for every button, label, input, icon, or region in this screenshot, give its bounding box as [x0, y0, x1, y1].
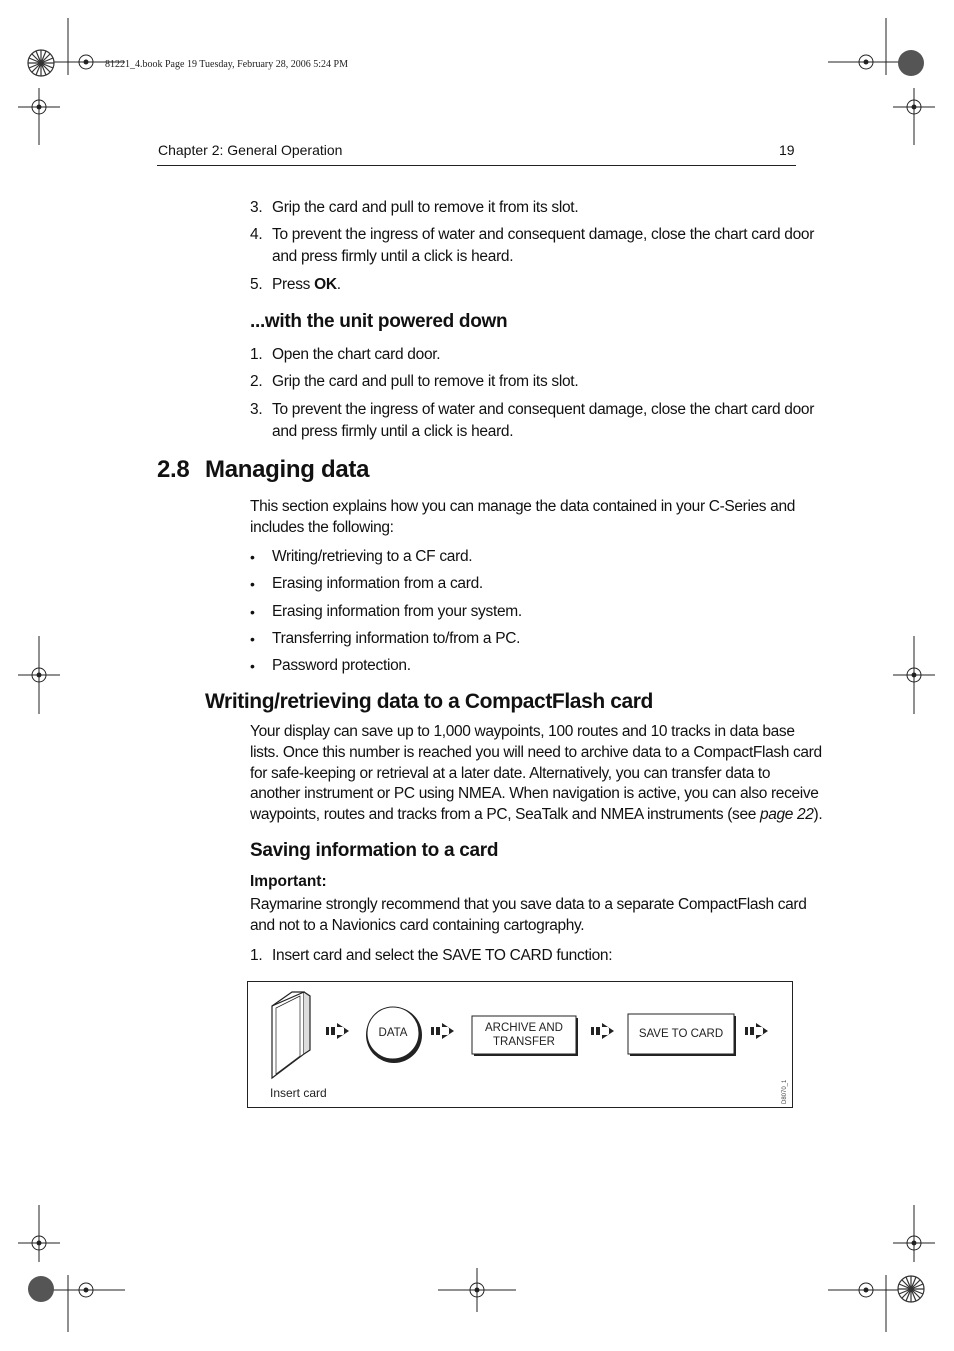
compactflash-card-icon: [272, 992, 310, 1078]
important-note: and not to a Navionics card containing cartography.: [250, 917, 585, 934]
step-text: To prevent the ingress of water and consequent damage, close the chart card door: [272, 401, 815, 418]
compactflash-paragraph: Your display can save up to 1,000 waypoints, 100 routes and 10 tracks in data base: [250, 723, 795, 740]
page-reference-link[interactable]: page 22: [759, 806, 814, 823]
section-title: Managing data: [205, 456, 370, 483]
list-item: Erasing information from a card.: [272, 575, 483, 592]
figure-id: D8070_1: [782, 1079, 788, 1104]
bullet-icon: •: [250, 549, 255, 565]
archive-transfer-button: ARCHIVE AND TRANSFER: [485, 1022, 563, 1048]
step-number: 1.: [250, 346, 263, 363]
bullet-icon: •: [250, 658, 255, 674]
step-text: and press firmly until a click is heard.: [272, 423, 514, 440]
step-text: Grip the card and pull to remove it from its slot.: [272, 199, 579, 216]
bullet-icon: •: [250, 631, 255, 647]
saving-heading: Saving information to a card: [250, 840, 499, 861]
intro-paragraph: This section explains how you can manage the data contained in your C-Series and: [250, 498, 795, 515]
list-item: Writing/retrieving to a CF card.: [272, 548, 473, 565]
compactflash-heading: Writing/retrieving data to a CompactFlash card: [205, 690, 653, 713]
step-text: Insert card and select the SAVE TO CARD function:: [272, 947, 613, 964]
step-number: 3.: [250, 401, 263, 418]
list-item: Erasing information from your system.: [272, 603, 522, 620]
compactflash-paragraph: waypoints, routes and tracks from a PC, SeaTalk and NMEA instruments (see page 22).: [250, 806, 823, 823]
important-label: Important:: [250, 873, 327, 890]
intro-paragraph: includes the following:: [250, 519, 394, 536]
subheading-powered-down: ...with the unit powered down: [250, 311, 508, 332]
save-to-card-button: SAVE TO CARD: [638, 1028, 724, 1040]
step-number: 4.: [250, 226, 263, 243]
header-divider: [157, 165, 796, 166]
ok-key: OK: [314, 276, 337, 293]
bullet-icon: •: [250, 576, 255, 592]
step-text: To prevent the ingress of water and consequent damage, close the chart card door: [272, 226, 815, 243]
bullet-icon: •: [250, 604, 255, 620]
step-number: 3.: [250, 199, 263, 216]
compactflash-paragraph: another instrument or PC using NMEA. When navigation is active, you can also receive: [250, 785, 819, 802]
compactflash-paragraph: lists. Once this number is reached you will need to archive data to a CompactFlash card: [250, 744, 822, 761]
arrow-icon: [745, 1023, 768, 1039]
step-text: and press firmly until a click is heard.: [272, 248, 514, 265]
list-item: Password protection.: [272, 657, 411, 674]
figure-caption: Insert card: [270, 1086, 327, 1100]
section-number: 2.8: [157, 456, 190, 483]
arrow-icon: [591, 1023, 614, 1039]
arrow-icon: [326, 1023, 349, 1039]
data-button: DATA: [378, 1027, 408, 1039]
chapter-header: Chapter 2: General Operation: [158, 142, 343, 158]
page-number: 19: [779, 142, 795, 158]
arrow-icon: [431, 1023, 454, 1039]
step-text: Press OK.: [272, 276, 341, 293]
step-number: 2.: [250, 373, 263, 390]
compactflash-paragraph: for safe-keeping or retrieval at a later date. Alternatively, you can transfer data to: [250, 765, 771, 782]
save-to-card-figure: [247, 981, 793, 1108]
list-item: Transferring information to/from a PC.: [272, 630, 521, 647]
step-number: 5.: [250, 276, 263, 293]
step-number: 1.: [250, 947, 263, 964]
step-text: Open the chart card door.: [272, 346, 441, 363]
important-note: Raymarine strongly recommend that you save data to a separate CompactFlash card: [250, 896, 807, 913]
print-info: 81221_4.book Page 19 Tuesday, February 28, 2006 5:24 PM: [105, 59, 348, 70]
step-text: Grip the card and pull to remove it from its slot.: [272, 373, 579, 390]
